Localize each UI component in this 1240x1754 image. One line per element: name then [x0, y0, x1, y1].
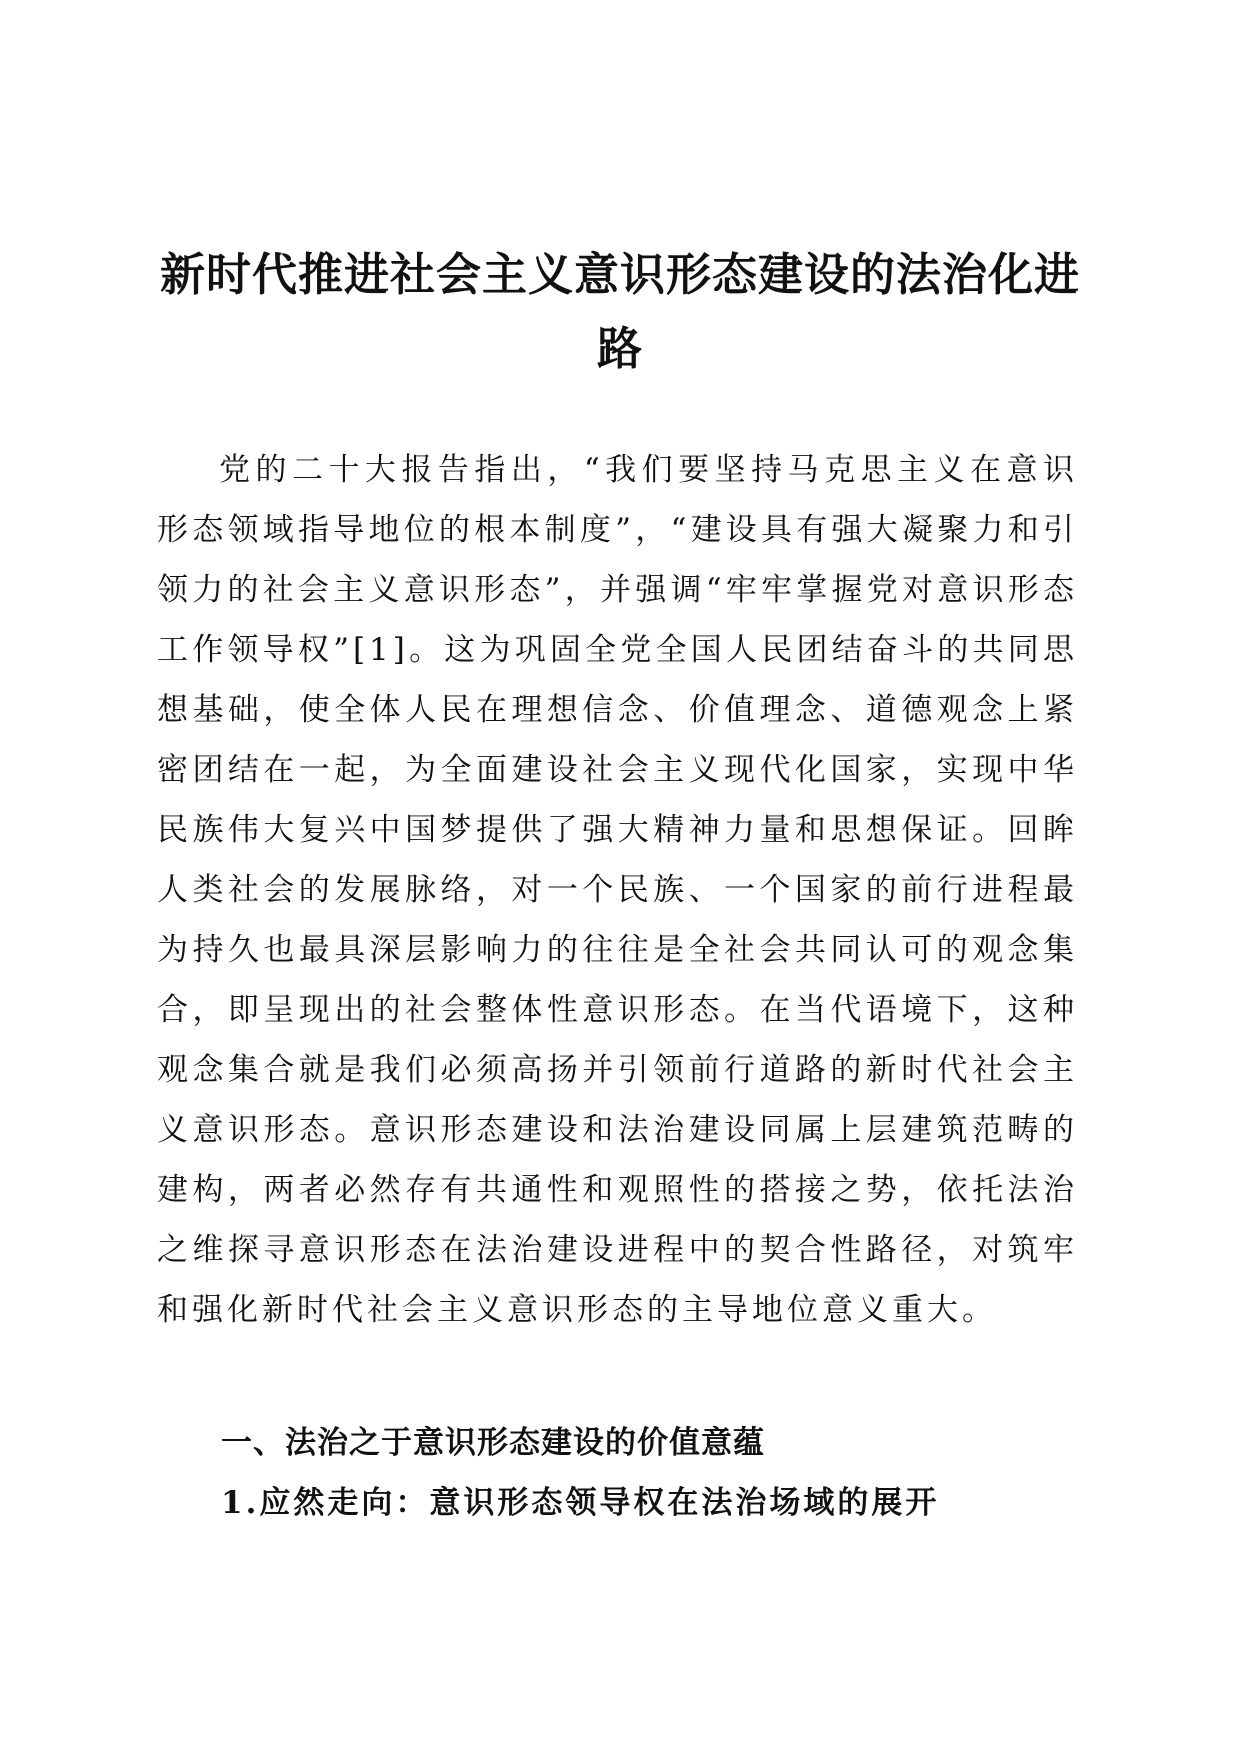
section-heading: 一、法治之于意识形态建设的价值意蕴 — [221, 1425, 765, 1461]
body-paragraph: 党的二十大报告指出，“我们要坚持马克思主义在意识形态领域指导地位的根本制度”，“建设具有强大凝聚力和引领力的社会主义意识形态”，并强调“牢牢掌握党对意识形态工作领导权”[1]。这为巩固全党全国人民团结奋斗的共同思想基础，使全体人民在理想信念、价值理念、道德观念上紧密团结在一起，为全面建设社会主义现代化国家，实现中华民族伟大复兴中国梦提供了强大精神力量和思想保证。回眸人类社会的发展脉络，对一个民族、一个国家的前行进程最为持久也最具深层影响力的往往是全社会共同认可的观念集合，即呈现出的社会整体性意识形态。在当代语境下，这种观念集合就是我们必须高扬并引领前行道路的新时代社会主义意识形态。意识形态建设和法治建设同属上层建筑范畴的建构，两者必然存有共通性和观照性的搭接之势，依托法治之维探寻意识形态在法治建设进程中的契合性路径，对筑牢和强化新时代社会主义意识形态的主导地位意义重大。 — [157, 452, 1078, 1328]
document-title: 新时代推进社会主义意识形态建设的法治化进路 — [159, 248, 1080, 375]
subsection-heading: 1.应然走向：意识形态领导权在法治场域的展开 — [221, 1485, 940, 1521]
